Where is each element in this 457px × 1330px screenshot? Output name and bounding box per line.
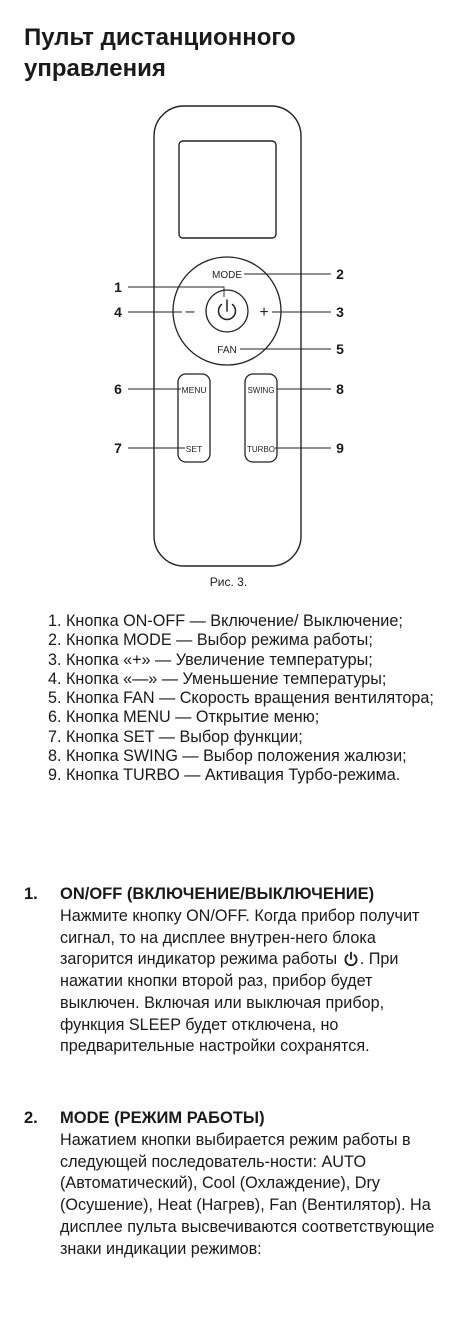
list-item: 6. Кнопка MENU — Открытие меню; [66,708,441,727]
callout-3: 3 [336,304,344,320]
list-item: 2. Кнопка MODE — Выбор режима работы; [66,631,441,650]
list-item: 8. Кнопка SWING — Выбор положения жалюзи; [66,747,441,766]
list-item: 4. Кнопка «—» — Уменьшение температуры; [66,670,441,689]
menu-button: MENU [181,385,207,395]
swing-button: SWING [247,386,275,395]
callout-9: 9 [336,440,344,456]
section-text: Нажатием кнопки выбирается режим работы в следующей последователь-ности: AUTO (Автоматический), Cool (Охлаждение), Dry (Осушение), Heat (Нагрев), Fan (Вентилятор). На дисплее пульта высвечиваются соответствующие знаки индикации режимов: [60,1131,435,1258]
remote-body [154,106,301,566]
set-button: SET [185,444,203,454]
turbo-button: TURBO [247,445,275,454]
callout-2: 2 [336,266,344,282]
callout-7: 7 [114,440,122,456]
button-list [16,612,441,786]
callout-6: 6 [114,381,122,397]
section-heading: MODE (РЕЖИМ РАБОТЫ) [60,1109,265,1127]
list-item: 1. Кнопка ON-OFF — Включение/ Выключение; [66,612,441,631]
power-icon [219,300,236,319]
section-number: 2. [24,1109,38,1127]
section-text: Нажмите кнопку ON/OFF. Когда прибор получит сигнал, то на дисплее внутрен-него блока загорится индикатор режима работы . При нажатии кнопки второй раз, прибор будет выключен. Включая или выключая прибор, функция SLEEP будет отключена, но предварительные настройки сохранятся. [60,907,420,1056]
list-item: 9. Кнопка TURBO — Активация Турбо-режима. [66,766,441,785]
plus-button: + [259,304,269,321]
list-item: 3. Кнопка «+» — Увеличение температуры; [66,651,441,670]
callout-4: 4 [114,304,122,320]
figure-caption: Рис. 3. [209,575,248,589]
mode-button: MODE [212,270,242,281]
power-icon [343,951,359,967]
page-title: Пульт дистанционного управления [24,24,296,82]
callout-8: 8 [336,381,344,397]
callout-1: 1 [114,279,122,295]
remote-display [179,141,276,238]
section-heading: ON/OFF (ВКЛЮЧЕНИЕ/ВЫКЛЮЧЕНИЕ) [60,885,375,903]
list-item: 7. Кнопка SET — Выбор функции; [66,728,441,747]
list-item: 5. Кнопка FAN — Скорость вращения вентилятора; [66,689,441,708]
fan-button: FAN [217,345,237,356]
minus-button: – [185,303,195,320]
callout-5: 5 [336,341,344,357]
section-number: 1. [24,885,38,903]
remote-control-diagram [0,0,457,570]
